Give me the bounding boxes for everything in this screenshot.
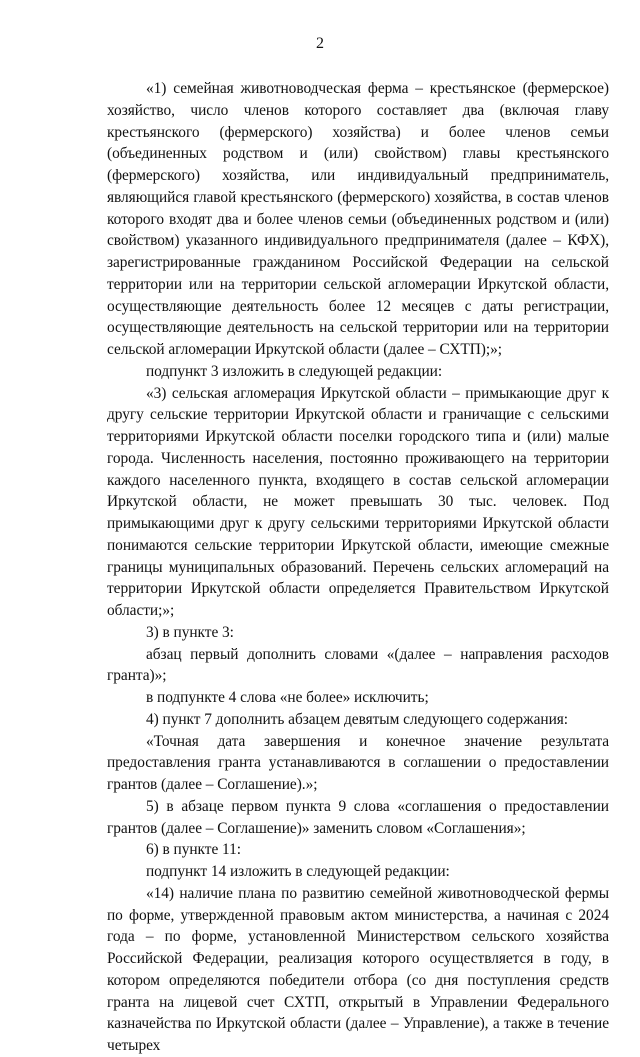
paragraph-subitem-3-intro: подпункт 3 изложить в следующей редакции: — [146, 362, 443, 380]
paragraph-subitem-4: в подпункте 4 слова «не более» исключить; — [146, 689, 429, 706]
paragraph-definition-agglomeration: «3) сельская агломерация Иркутской области – примыкающие друг к другу сельские территории Иркутской области и граничащие с сельскими территориями Иркутской области поселки городского типа и (или) малые города. Численность населения, постоянно проживающего на территории каждого населенного пункта, входящего в состав сельской агломерации Иркутской области, не может превышать 30 тыс. человек. Под примыкающими друг к другу сельскими территориями Иркутской области понимаются сельские территории Иркутской области, имеющие смежные границы муниципальных образований. Перечень сельских агломераций на территории Иркутской области определяется Правительством Иркутской области;»; — [107, 384, 609, 619]
page-number: 2 — [316, 35, 324, 52]
paragraph-item-6: 6) в пункте 11: — [146, 841, 241, 859]
document-body — [107, 78, 609, 1057]
paragraph-item-3: 3) в пункте 3: — [146, 623, 234, 641]
paragraph-item-5: 5) в абзаце первом пункта 9 слова «соглашения о предоставлении грантов (далее – Соглашение)» заменить словом «Соглашения»; — [107, 797, 609, 837]
paragraph-exact-date: «Точная дата завершения и конечное значение результата предоставления гранта устанавливаются в соглашении о предоставлении грантов (далее – Соглашение).»; — [107, 732, 609, 793]
paragraph-item-4: 4) пункт 7 дополнить абзацем девятым следующего содержания: — [146, 710, 569, 728]
paragraph-development-plan: «14) наличие плана по развитию семейной животноводческой фермы по форме, утвержденной правовым актом министерства, а начиная с 2024 года – по форме, установленной Министерством сельского хозяйства Российской Федерации, реализация которого осуществляется в году, в котором определяются победители отбора (со дня поступления средств гранта на лицевой счет СХТП, открытый в Управлении Федерального казначейства по Иркутской области (далее – Управление), а также в течение четырех — [107, 884, 609, 1054]
paragraph-first-abstract: абзац первый дополнить словами «(далее – направления расходов гранта)»; — [107, 645, 609, 685]
paragraph-definition-farm: «1) семейная животноводческая ферма – крестьянское (фермерское) хозяйство, число членов которого составляет два (включая главу крестьянского (фермерского) хозяйства) и более членов семьи (объединенных родством и (или) свойством) главы крестьянского (фермерского) хозяйства, или индивидуальный предприниматель, являющийся главой крестьянского (фермерского) хозяйства, в состав членов которого входят два и более членов семьи (объединенных родством и (или) свойством) указанного индивидуального предпринимателя (далее – КФХ), зарегистрированные гражданином Российской Федерации на сельской территории или на территории сельской агломерации Иркутской области, осуществляющие деятельность более 12 месяцев с даты регистрации, осуществляющие деятельность на сельской территории или на территории сельской агломерации Иркутской области (далее – СХТП);»; — [107, 80, 609, 358]
paragraph-subitem-14-intro: подпункт 14 изложить в следующей редакции: — [146, 863, 450, 880]
